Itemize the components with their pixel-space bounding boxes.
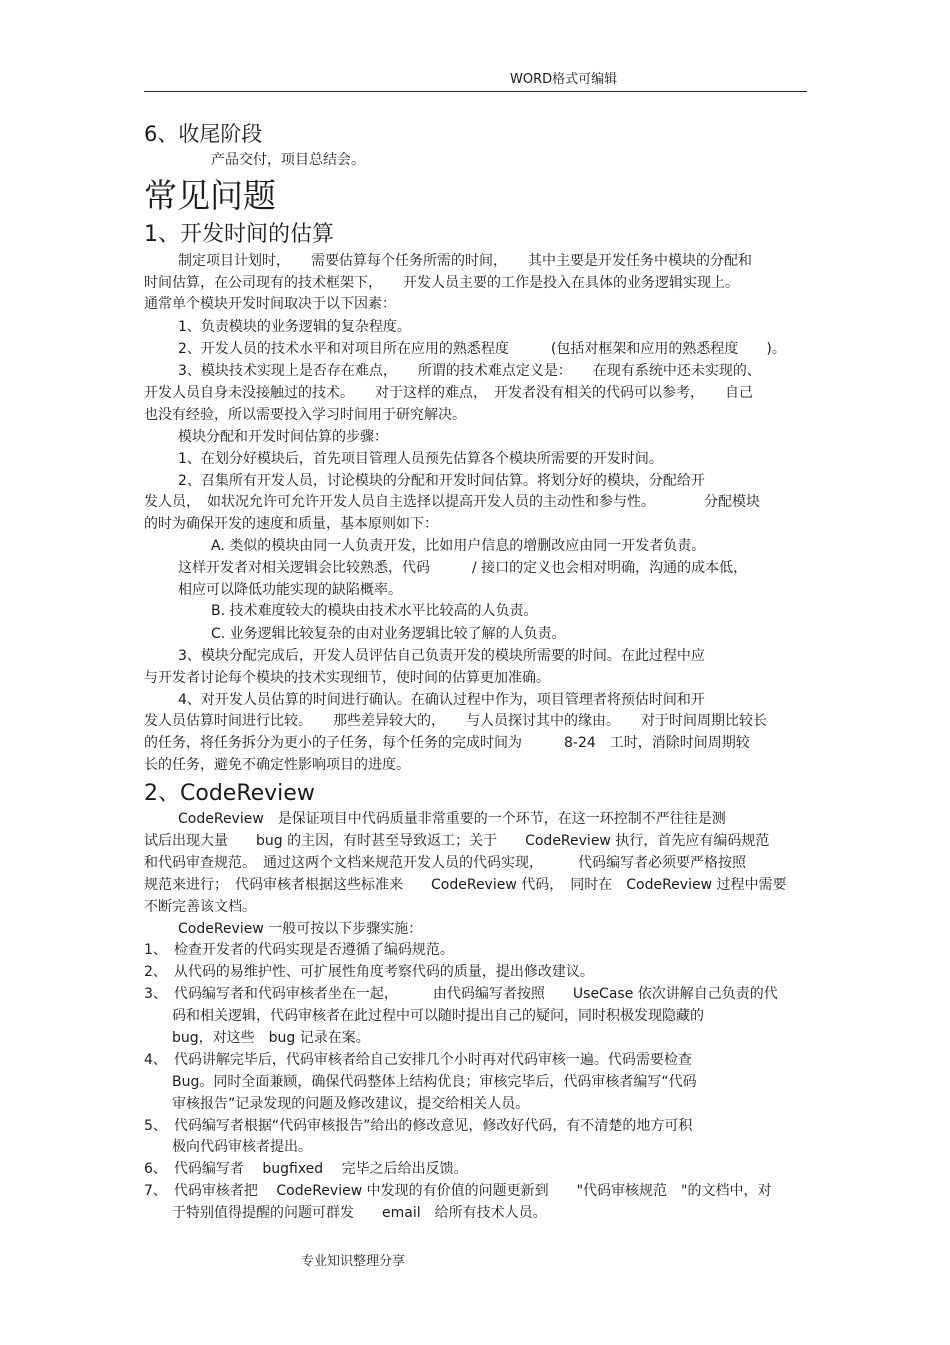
q1-line: 长的任务，避免不确定性影响项目的进度。 [144,757,410,773]
q1-line: 2、召集所有开发人员，讨论模块的分配和开发时间估算。将划分好的模块，分配给开 [178,473,705,489]
q2-line: CodeReview 一般可按以下步骤实施： [178,921,423,937]
page-header [144,68,807,92]
q1-line: 这样开发者对相关逻辑会比较熟悉，代码 / 接口的定义也会相对明确，沟通的成本低， [178,560,748,576]
q2-list-item: 3、 代码编写者和代码审核者坐在一起， 由代码编写者按照 UseCase 依次讲解自己负责的代 [144,986,778,1002]
q1-line: B. 技术难度较大的模块由技术水平比较高的人负责。 [211,603,538,619]
section6-body: 产品交付，项目总结会。 [211,152,365,168]
q1-line: 时间估算，在公司现有的技术框架下， 开发人员主要的工作是投入在具体的业务逻辑实现上。 [144,275,739,291]
q1-line: 也没有经验，所以需要投入学习时间用于研究解决。 [144,407,466,423]
faq-title: 常见问题 [144,176,276,215]
q1-line: 发人员估算时间进行比较。 那些差异较大的， 与人员探讨其中的缘由。 对于时间周期比较长 [144,713,767,729]
q1-line: 模块分配和开发时间估算的步骤： [178,429,388,445]
q1-line: 的任务，将任务拆分为更小的子任务，每个任务的完成时间为 8-24 工时，消除时间周期较 [144,735,750,751]
q1-line: 通常单个模块开发时间取决于以下因素： [144,296,396,312]
q1-heading: 1、开发时间的估算 [144,222,334,247]
q1-line: 3、模块分配完成后，开发人员评估自己负责开发的模块所需要的时间。在此过程中应 [178,648,705,664]
q1-line: 发人员， 如状况允许可允许开发人员自主选择以提高开发人员的主动性和参与性。 分配模块 [144,494,760,510]
q2-line: 不断完善该文档。 [144,899,256,915]
q2-list-item: 5、 代码编写者根据“代码审核报告”给出的修改意见，修改好代码，有不清楚的地方可积 [144,1118,693,1134]
q2-list-item-cont: Bug。同时全面兼顾，确保代码整体上结构优良；审核完毕后，代码审核者编写“代码 [172,1074,697,1090]
q1-line: C. 业务逻辑比较复杂的由对业务逻辑比较了解的人负责。 [211,626,566,642]
q1-line: 与开发者讨论每个模块的技术实现细节，使时间的估算更加准确。 [144,670,550,686]
q1-line: A. 类似的模块由同一人负责开发，比如用户信息的增删改应由同一开发者负责。 [211,538,706,554]
q2-list-item: 1、 检查开发者的代码实现是否遵循了编码规范。 [144,942,454,958]
q2-list-item: 7、 代码审核者把 CodeReview 中发现的有价值的问题更新到 "代码审核规范 "的文档中，对 [144,1183,772,1199]
q1-line: 开发人员自身未没接触过的技术。 对于这样的难点， 开发者没有相关的代码可以参考， 自己 [144,385,753,401]
q2-list-item: 4、 代码讲解完毕后，代码审核者给自己安排几个小时再对代码审核一遍。代码需要检查 [144,1052,692,1068]
q1-line: 3、模块技术实现上是否存在难点， 所谓的技术难点定义是： 在现有系统中还未实现的、 [178,363,761,379]
q2-list-item-cont: bug，对这些 bug 记录在案。 [172,1030,370,1046]
q2-line: 和代码审查规范。 通过这两个文档来规范开发人员的代码实现， 代码编写者必须要严格按照 [144,855,746,871]
q1-line: 4、对开发人员估算的时间进行确认。在确认过程中作为，项目管理者将预估时间和开 [178,692,705,708]
q2-heading: 2、CodeReview [144,781,315,806]
q2-list-item-cont: 极向代码审核者提出。 [172,1139,312,1155]
q2-line: 试后出现大量 bug 的主因，有时甚至导致返工；关于 CodeReview 执行，首先应有编码规范 [144,833,770,849]
q1-line: 相应可以降低功能实现的缺陷概率。 [178,582,402,598]
q2-line: 规范来进行； 代码审核者根据这些标准来 CodeReview 代码， 同时在 CodeReview 过程中需要 [144,877,787,893]
q2-list-item: 6、 代码编写者 bugfixed 完毕之后给出反馈。 [144,1161,468,1177]
q2-list-item: 2、 从代码的易维护性、可扩展性角度考察代码的质量，提出修改建议。 [144,964,594,980]
q1-line: 1、在划分好模块后，首先项目管理人员预先估算各个模块所需要的开发时间。 [178,451,663,467]
q2-list-item-cont: 于特别值得提醒的问题可群发 email 给所有技术人员。 [172,1205,547,1221]
section6-heading: 6、收尾阶段 [144,122,263,146]
q1-line: 制定项目计划时， 需要估算每个任务所需的时间， 其中主要是开发任务中模块的分配和 [178,253,752,269]
q1-line: 1、负责模块的业务逻辑的复杂程度。 [178,319,411,335]
q1-line: 2、开发人员的技术水平和对项目所在应用的熟悉程度 (包括对框架和应用的熟悉程度 )。 [178,341,786,357]
page-footer: 专业知识整理分享 [301,1254,406,1269]
header-text: WORD格式可编辑 [510,72,618,87]
q2-list-item-cont: 审核报告”记录发现的问题及修改建议，提交给相关人员。 [172,1096,530,1112]
q2-list-item-cont: 码和相关逻辑，代码审核者在此过程中可以随时提出自己的疑问，同时积极发现隐藏的 [172,1008,704,1024]
q1-line: 的时为确保开发的速度和质量，基本原则如下： [144,516,438,532]
q2-line: CodeReview 是保证项目中代码质量非常重要的一个环节，在这一环控制不严往往是测 [178,811,726,827]
